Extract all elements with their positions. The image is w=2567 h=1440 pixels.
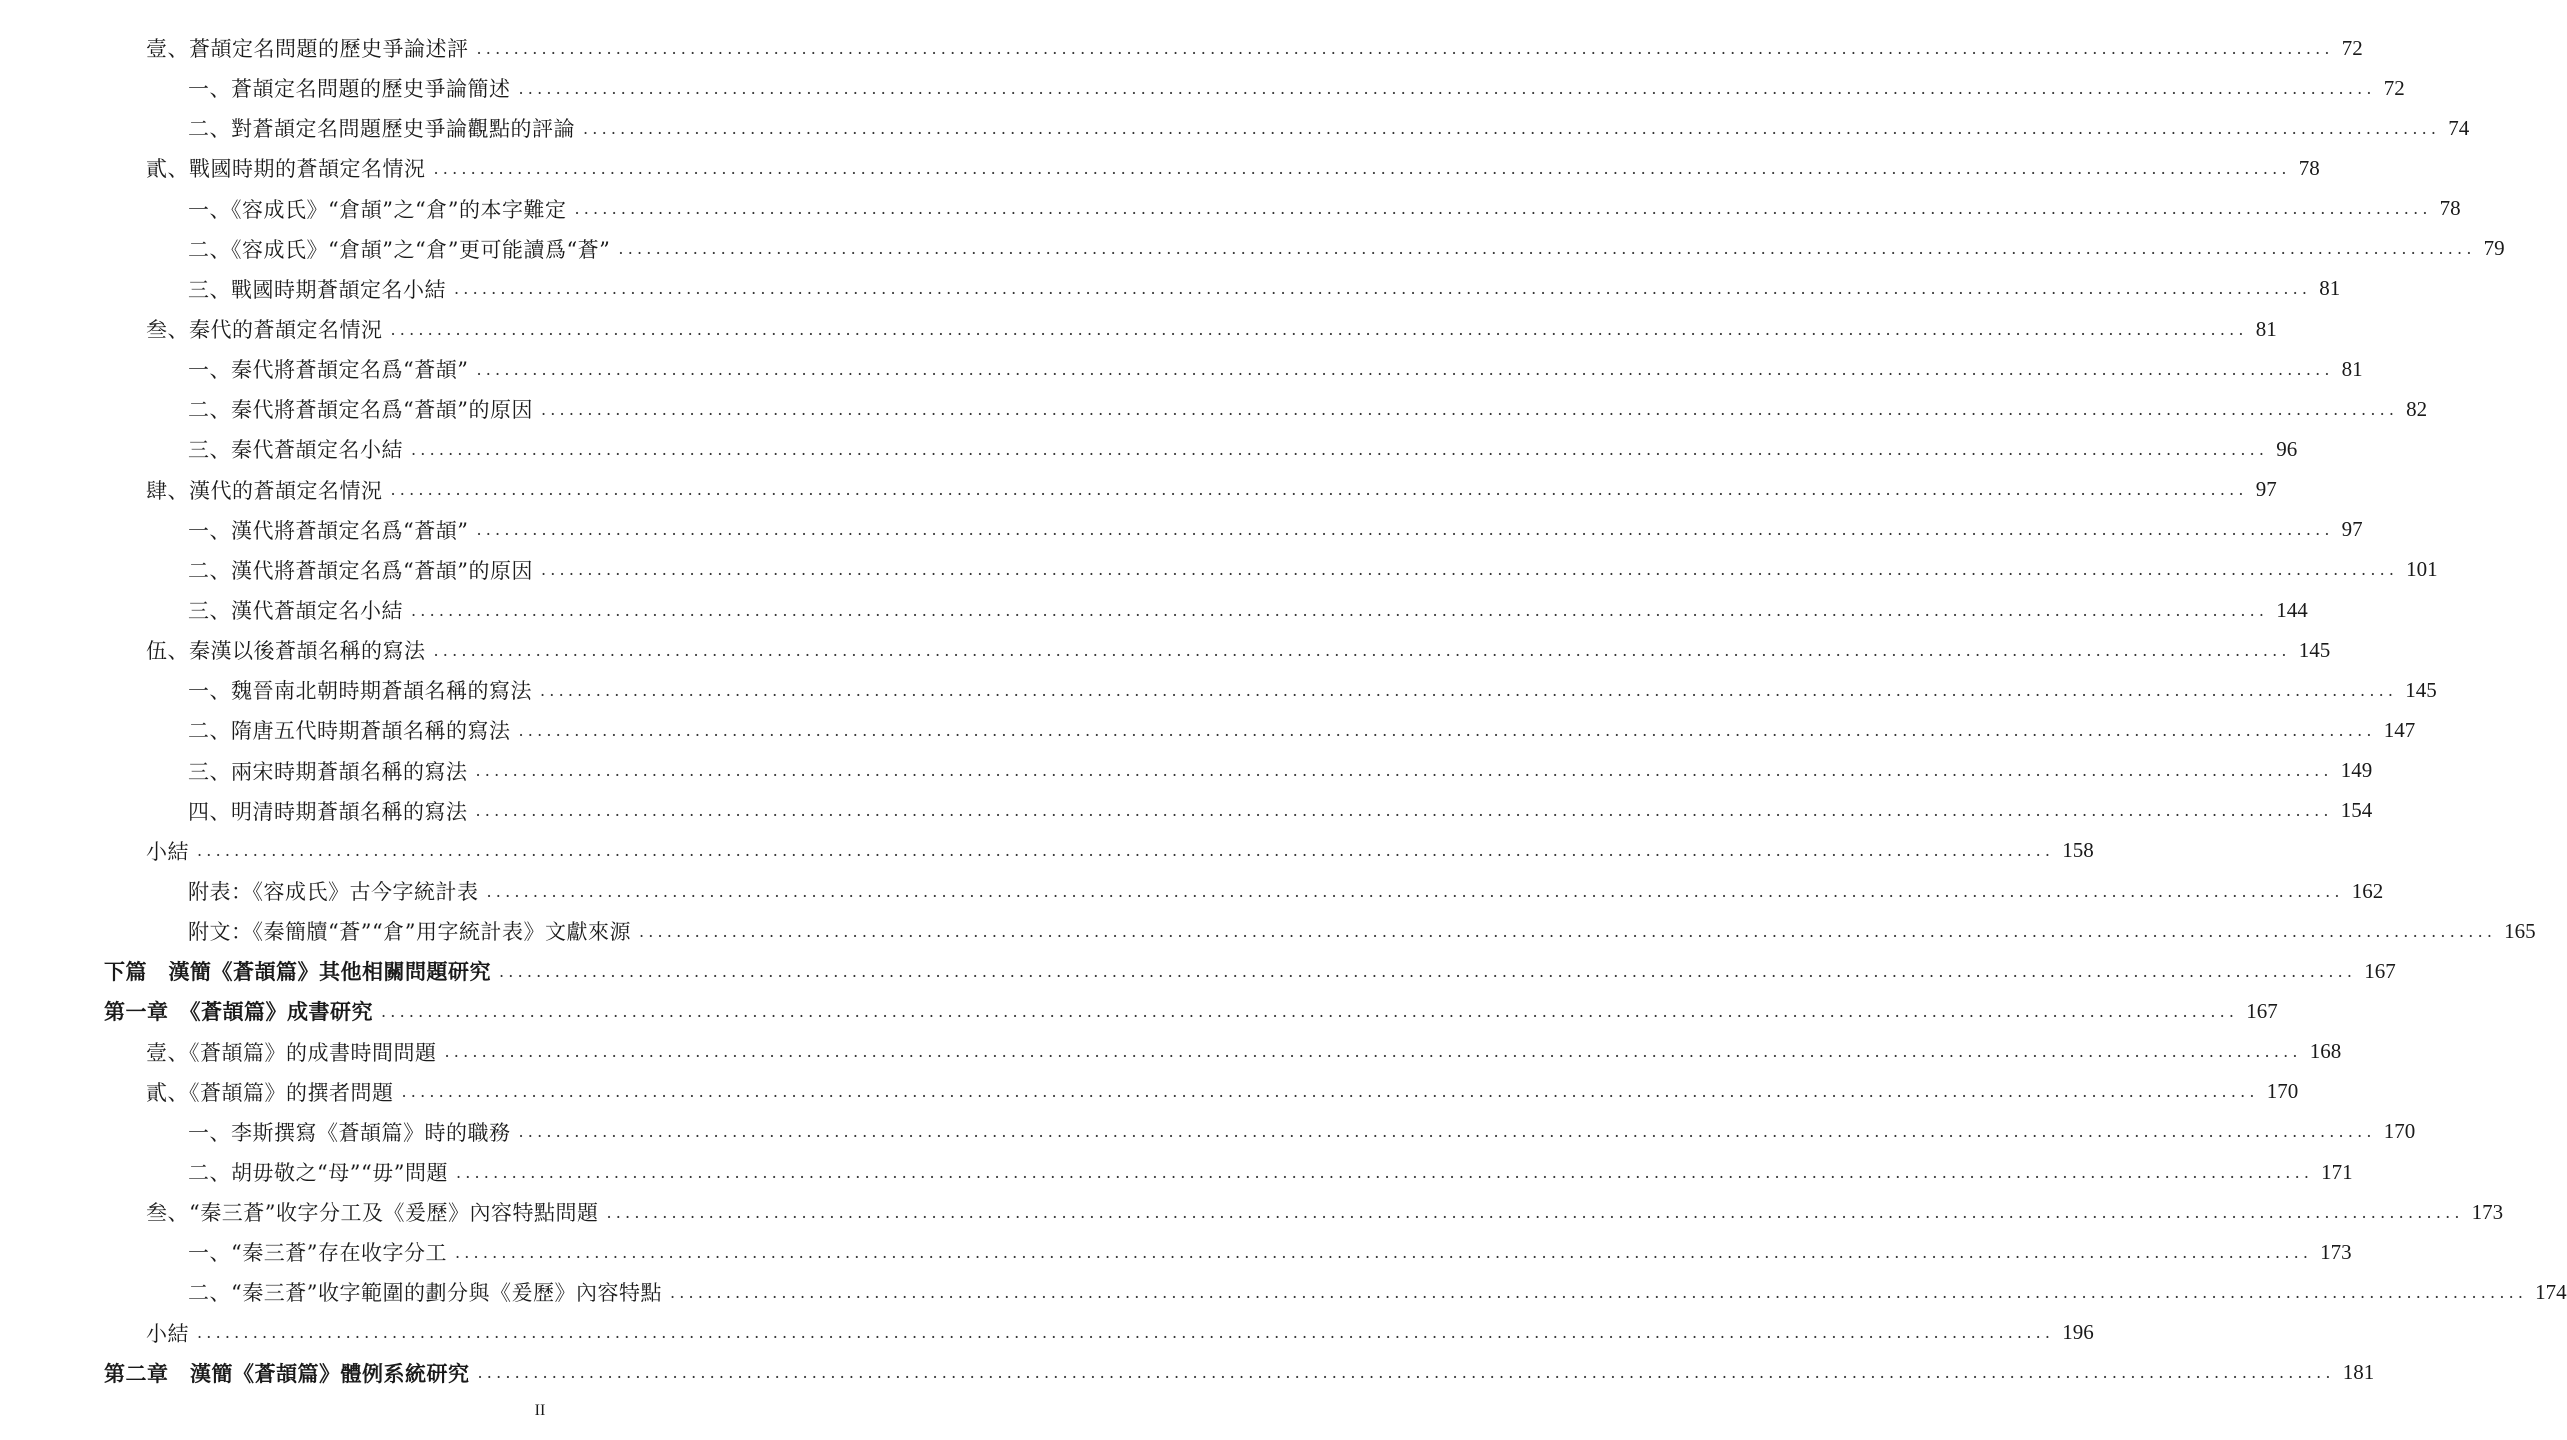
toc-entry-page: 145	[2298, 637, 2331, 662]
toc-entry-title: 三、漢代蒼頡定名小結	[188, 599, 403, 624]
table-of-contents	[0, 28, 2567, 1393]
toc-entry-page: 154	[2340, 798, 2373, 823]
toc-entry-title: 二、《容成氏》“倉頡”之“倉”更可能讀爲“蒼”	[188, 237, 611, 262]
toc-entry-title: 壹、《蒼頡篇》的成書時間問題	[146, 1040, 437, 1065]
dot-leader: ........................................................................................................................................................................................................	[574, 199, 2432, 219]
toc-entry-title: 小結	[146, 839, 189, 864]
dot-leader: ........................................................................................................................................................................................................	[433, 640, 2291, 660]
toc-entry	[0, 269, 2341, 309]
toc-entry	[0, 148, 2320, 188]
toc-entry	[0, 389, 2428, 429]
toc-entry-page: 81	[2255, 316, 2277, 341]
dot-leader: ........................................................................................................................................................................................................	[476, 38, 2334, 58]
dot-leader: ........................................................................................................................................................................................................	[618, 239, 2476, 259]
toc-entry-page: 81	[2319, 276, 2341, 301]
toc-entry	[0, 1192, 2504, 1232]
dot-leader: ........................................................................................................................................................................................................	[477, 1363, 2335, 1383]
dot-leader: ........................................................................................................................................................................................................	[540, 680, 2398, 700]
toc-entry-title: 三、秦代蒼頡定名小結	[188, 438, 403, 463]
dot-leader: ........................................................................................................................................................................................................	[390, 319, 2248, 339]
dot-leader: ........................................................................................................................................................................................................	[444, 1042, 2302, 1062]
toc-entry	[0, 68, 2405, 108]
toc-entry-title: 肆、漢代的蒼頡定名情況	[146, 478, 383, 503]
dot-leader: ........................................................................................................................................................................................................	[381, 1001, 2239, 1021]
toc-entry-page: 181	[2342, 1360, 2375, 1385]
toc-entry-page: 147	[2383, 717, 2416, 742]
toc-entry	[0, 349, 2363, 389]
toc-entry-title: 第一章 《蒼頡篇》成書研究	[104, 999, 373, 1025]
toc-entry-page: 173	[2320, 1239, 2352, 1264]
toc-entry-title: 附文：《秦簡牘“蒼”“倉”用字統計表》文獻來源	[188, 920, 631, 945]
dot-leader: ........................................................................................................................................................................................................	[197, 1323, 2055, 1343]
toc-entry-title: 叁、秦代的蒼頡定名情況	[146, 318, 383, 343]
toc-entry-title: 四、明清時期蒼頡名稱的寫法	[188, 799, 468, 824]
toc-entry-title: 二、隋唐五代時期蒼頡名稱的寫法	[188, 719, 511, 744]
dot-leader: ........................................................................................................................................................................................................	[476, 520, 2334, 540]
toc-entry-page: 96	[2276, 436, 2298, 461]
toc-entry	[0, 991, 2278, 1031]
toc-entry	[0, 670, 2437, 710]
toc-entry-title: 二、秦代將蒼頡定名爲“蒼頡”的原因	[188, 398, 533, 423]
toc-entry	[0, 28, 2363, 68]
dot-leader: ........................................................................................................................................................................................................	[540, 399, 2399, 419]
toc-entry	[0, 630, 2331, 670]
toc-entry-title: 小結	[146, 1321, 189, 1346]
dot-leader: ........................................................................................................................................................................................................	[475, 761, 2333, 781]
toc-entry	[0, 871, 2384, 911]
toc-entry-page: 145	[2405, 677, 2437, 702]
toc-entry	[0, 510, 2363, 550]
toc-entry-page: 173	[2471, 1199, 2504, 1224]
toc-entry-page: 171	[2321, 1159, 2353, 1184]
toc-entry-page: 101	[2406, 557, 2438, 582]
toc-entry-page: 149	[2340, 758, 2373, 783]
toc-entry-page: 78	[2298, 155, 2320, 180]
toc-entry-page: 196	[2062, 1320, 2094, 1345]
toc-entry	[0, 951, 2396, 991]
toc-entry-page: 167	[2246, 998, 2278, 1023]
toc-entry-page: 167	[2364, 958, 2396, 983]
toc-entry	[0, 309, 2277, 349]
toc-entry-title: 下篇 漢簡《蒼頡篇》其他相關問題研究	[104, 959, 491, 985]
toc-entry	[0, 189, 2461, 229]
toc-entry	[0, 1152, 2353, 1192]
toc-entry	[0, 710, 2416, 750]
toc-entry	[0, 1313, 2094, 1353]
toc-entry	[0, 590, 2308, 630]
toc-entry	[0, 751, 2373, 791]
toc-entry-title: 伍、秦漢以後蒼頡名稱的寫法	[146, 639, 426, 664]
dot-leader: ........................................................................................................................................................................................................	[669, 1282, 2528, 1302]
dot-leader: ........................................................................................................................................................................................................	[401, 1082, 2259, 1102]
dot-leader: ........................................................................................................................................................................................................	[454, 1242, 2313, 1262]
toc-entry-page: 165	[2504, 918, 2536, 943]
toc-entry	[0, 1232, 2352, 1272]
dot-leader: ........................................................................................................................................................................................................	[411, 439, 2269, 459]
toc-entry-page: 144	[2276, 597, 2308, 622]
toc-entry-page: 168	[2309, 1039, 2342, 1064]
toc-entry-page: 81	[2341, 356, 2363, 381]
toc-entry-page: 97	[2341, 517, 2363, 542]
toc-entry	[0, 1032, 2342, 1072]
toc-entry	[0, 1072, 2299, 1112]
toc-entry-title: 二、胡毋敬之“母”“毋”問題	[188, 1161, 448, 1185]
toc-entry	[0, 1272, 2567, 1312]
toc-entry-page: 72	[2341, 35, 2363, 60]
toc-entry-title: 一、《容成氏》“倉頡”之“倉”的本字難定	[188, 197, 567, 222]
dot-leader: ........................................................................................................................................................................................................	[638, 921, 2497, 941]
toc-entry-page: 74	[2448, 115, 2470, 140]
toc-entry-title: 一、蒼頡定名問題的歷史爭論簡述	[188, 77, 511, 102]
dot-leader: ........................................................................................................................................................................................................	[540, 560, 2399, 580]
toc-entry-page: 97	[2255, 477, 2277, 502]
toc-entry	[0, 550, 2438, 590]
toc-entry-title: 二、對蒼頡定名問題歷史爭論觀點的評論	[188, 117, 575, 142]
dot-leader: ........................................................................................................................................................................................................	[518, 1122, 2376, 1142]
toc-entry-page: 162	[2351, 878, 2384, 903]
toc-entry-page: 170	[2383, 1119, 2416, 1144]
toc-entry-title: 一、李斯撰寫《蒼頡篇》時的職務	[188, 1120, 511, 1145]
dot-leader: ........................................................................................................................................................................................................	[455, 1162, 2314, 1182]
dot-leader: ........................................................................................................................................................................................................	[486, 881, 2344, 901]
dot-leader: ........................................................................................................................................................................................................	[606, 1202, 2464, 1222]
toc-entry-page: 158	[2062, 838, 2094, 863]
toc-entry-page: 174	[2535, 1279, 2567, 1304]
toc-entry-title: 一、魏晉南北朝時期蒼頡名稱的寫法	[188, 679, 532, 704]
toc-entry-title: 貳、《蒼頡篇》的撰者問題	[146, 1080, 394, 1105]
toc-entry	[0, 108, 2470, 148]
toc-entry-title: 壹、蒼頡定名問題的歷史爭論述評	[146, 37, 469, 62]
toc-entry	[0, 791, 2373, 831]
toc-entry-page: 170	[2266, 1079, 2299, 1104]
dot-leader: ........................................................................................................................................................................................................	[476, 359, 2334, 379]
toc-entry	[0, 229, 2505, 269]
dot-leader: ........................................................................................................................................................................................................	[518, 720, 2376, 740]
toc-entry-title: 叁、“秦三蒼”收字分工及《爰歷》內容特點問題	[146, 1201, 599, 1226]
toc-entry-title: 一、漢代將蒼頡定名爲“蒼頡”	[188, 518, 469, 543]
toc-entry	[0, 429, 2298, 469]
dot-leader: ........................................................................................................................................................................................................	[454, 279, 2312, 299]
toc-entry-title: 三、兩宋時期蒼頡名稱的寫法	[188, 759, 468, 784]
toc-entry-title: 貳、戰國時期的蒼頡定名情況	[146, 157, 426, 182]
dot-leader: ........................................................................................................................................................................................................	[475, 801, 2333, 821]
toc-entry-title: 三、戰國時期蒼頡定名小結	[188, 277, 446, 302]
dot-leader: ........................................................................................................................................................................................................	[499, 961, 2357, 981]
dot-leader: ........................................................................................................................................................................................................	[433, 158, 2291, 178]
toc-entry-title: 一、“秦三蒼”存在收字分工	[188, 1241, 447, 1266]
dot-leader: ........................................................................................................................................................................................................	[390, 480, 2248, 500]
dot-leader: ........................................................................................................................................................................................................	[583, 118, 2441, 138]
toc-entry-page: 79	[2483, 236, 2505, 261]
dot-leader: ........................................................................................................................................................................................................	[197, 841, 2055, 861]
toc-entry-title: 第二章 漢簡《蒼頡篇》體例系統研究	[104, 1360, 470, 1386]
toc-entry	[0, 1353, 2375, 1393]
toc-entry-title: 二、“秦三蒼”收字範圍的劃分與《爰歷》內容特點	[188, 1281, 662, 1306]
toc-entry-title: 附表：《容成氏》古今字統計表	[188, 880, 479, 905]
toc-entry	[0, 470, 2277, 510]
dot-leader: ........................................................................................................................................................................................................	[411, 600, 2269, 620]
toc-entry	[0, 911, 2536, 951]
toc-entry-page: 82	[2406, 396, 2428, 421]
toc-entry-title: 二、漢代將蒼頡定名爲“蒼頡”的原因	[188, 558, 533, 583]
dot-leader: ........................................................................................................................................................................................................	[518, 78, 2376, 98]
toc-entry-page: 72	[2383, 75, 2405, 100]
toc-entry	[0, 831, 2094, 871]
page-number: II	[534, 1402, 546, 1419]
toc-entry-title: 一、秦代將蒼頡定名爲“蒼頡”	[188, 358, 469, 383]
toc-entry-page: 78	[2439, 196, 2461, 221]
toc-entry	[0, 1112, 2416, 1152]
